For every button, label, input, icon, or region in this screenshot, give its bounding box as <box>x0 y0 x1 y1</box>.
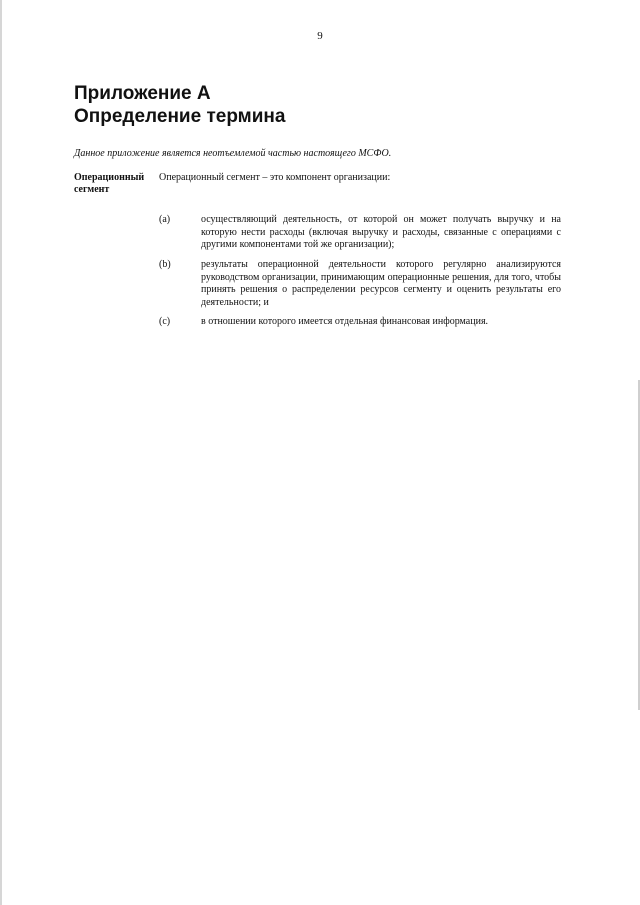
appendix-heading <box>74 82 285 128</box>
appendix-title: Приложение А <box>74 83 211 104</box>
definition-term <box>74 172 154 196</box>
definition-item-marker: (a) <box>159 214 171 225</box>
definition-item-marker: (b) <box>159 259 171 270</box>
definition-item-c <box>159 316 561 329</box>
scan-edge-left <box>0 0 2 905</box>
definition-item-text: в отношении которого имеется отдельная финансовая информация. <box>201 316 489 327</box>
definition-item-a <box>159 214 561 252</box>
definition-term-line1: Операционный <box>74 172 145 183</box>
appendix-subtitle: Определение термина <box>74 106 286 127</box>
appendix-intro: Данное приложение является неотъемлемой частью настоящего МСФО. <box>74 148 392 159</box>
definition-item-marker: (c) <box>159 316 171 327</box>
definition-term-line2: сегмент <box>74 184 110 195</box>
definition-lead: Операционный сегмент – это компонент организации: <box>159 172 391 183</box>
page-number: 9 <box>317 30 323 42</box>
definition-item-b <box>159 259 561 309</box>
definition-item-text: осуществляющий деятельность, от которой он может получать выручку и на которую нести расходы (включая выручку и расходы, связанные с операциями с другими компонентами той же организации); <box>201 214 561 250</box>
definition-item-text: результаты операционной деятельности которого регулярно анализируются руководством организации, принимающим операционные решения, для того, чтобы принять решения о распределении ресурсов сегменту и оценить результаты его деятельности; и <box>201 259 561 308</box>
